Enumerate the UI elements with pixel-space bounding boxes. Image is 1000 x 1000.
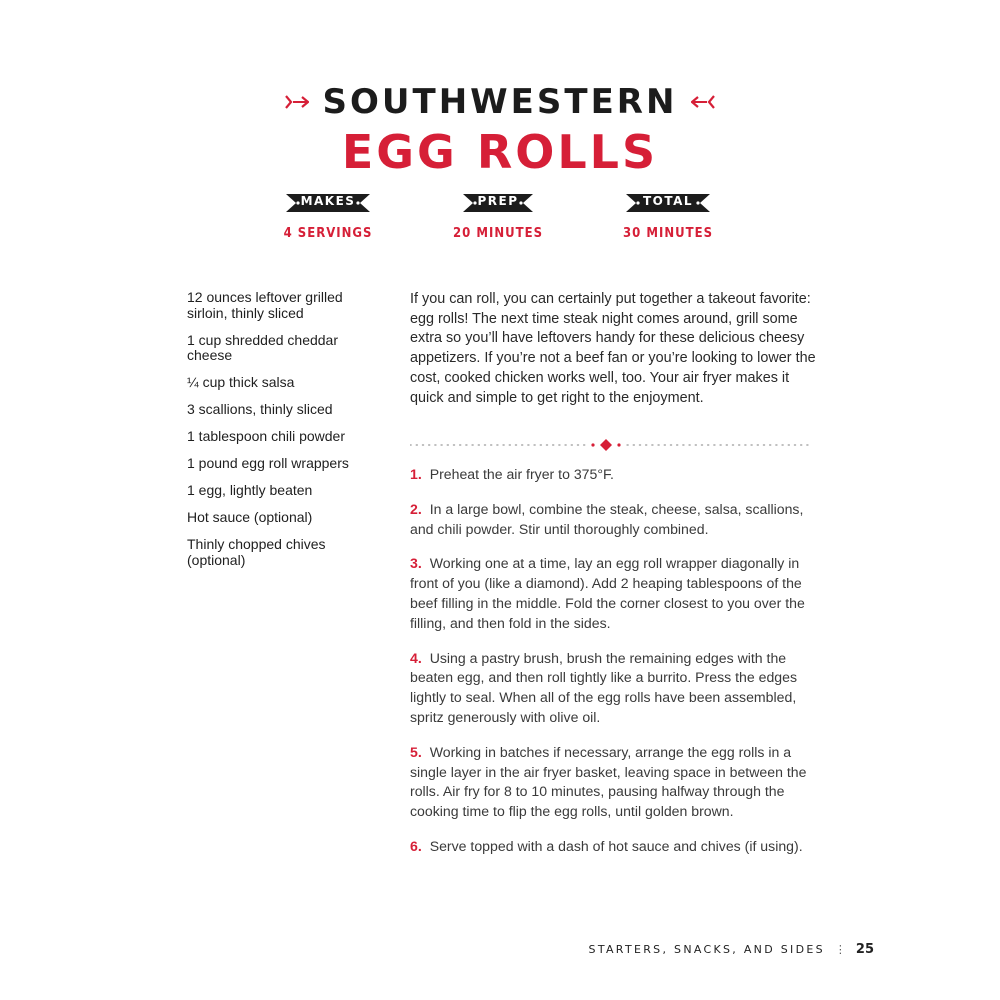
meta-label: MAKES	[300, 194, 356, 208]
title-line1: SOUTHWESTERN	[322, 82, 678, 122]
step-item	[410, 743, 820, 822]
title-line2: EGG ROLLS	[341, 125, 659, 179]
ingredient-item: 1 cup shredded cheddar cheese	[187, 331, 338, 363]
ingredient-item: ¼ cup thick salsa	[187, 374, 295, 390]
meta-total	[598, 192, 738, 241]
step-item	[410, 465, 820, 485]
left-arrow-icon	[285, 94, 309, 110]
step-text: In a large bowl, combine the steak, cheese, salsa, scallions, and chili powder. Stir until thoroughly combined.	[410, 500, 804, 537]
ingredient-item: 1 pound egg roll wrappers	[187, 455, 349, 471]
step-text: Serve topped with a dash of hot sauce and chives (if using).	[429, 837, 803, 854]
step-number: 1.	[410, 466, 422, 482]
step-item	[410, 500, 820, 540]
dotted-divider	[410, 438, 810, 452]
step-number: 3.	[410, 555, 422, 572]
ingredients-list	[187, 290, 382, 580]
step-text: Using a pastry brush, brush the remaining edges with the beaten egg, and then roll tightly like a burrito. Press the edges lightly to seal. When all of the egg rolls have been assembled, spritz generously with olive oil.	[410, 649, 798, 725]
meta-makes	[258, 192, 398, 241]
step-number: 5.	[410, 743, 422, 760]
step-item	[410, 554, 820, 633]
ingredient-item: 1 tablespoon chili powder	[187, 428, 345, 444]
ingredient-item: Thinly chopped chives (optional)	[187, 536, 326, 568]
ribbon-banner	[626, 192, 710, 214]
ribbon-banner	[286, 192, 370, 214]
step-number: 2.	[410, 500, 422, 517]
steps-list	[410, 465, 820, 872]
title-line1-row	[0, 84, 1000, 120]
page-number: 25	[855, 942, 874, 957]
ingredient-item: 1 egg, lightly beaten	[187, 482, 313, 498]
footer-separator: ⋮	[834, 943, 846, 956]
meta-label: PREP	[477, 194, 519, 208]
ingredient-item: Hot sauce (optional)	[187, 509, 313, 525]
meta-value: 20 MINUTES	[452, 226, 543, 241]
right-arrow-icon	[691, 94, 715, 110]
meta-value: 30 MINUTES	[622, 226, 713, 241]
step-text: Working one at a time, lay an egg roll wrapper diagonally in front of you (like a diamond). Add 2 heaping tablespoons of the beef filling in the middle. Fold the corner closest to you over the filling, and then fold in the sides.	[410, 555, 805, 631]
ingredient-item: 3 scallions, thinly sliced	[187, 401, 333, 417]
step-item	[410, 837, 820, 857]
meta-label: TOTAL	[642, 194, 694, 208]
meta-prep	[428, 192, 568, 241]
step-text: Working in batches if necessary, arrange the egg rolls in a single layer in the air fryer basket, leaving space in between the rolls. Air fry for 8 to 10 minutes, pausing halfway through the cooking time to flip the egg rolls, until golden brown.	[410, 743, 807, 820]
page-footer	[589, 942, 874, 957]
step-number: 4.	[410, 649, 422, 666]
meta-value: 4 SERVINGS	[283, 226, 373, 241]
step-text: Preheat the air fryer to 375°F.	[429, 466, 614, 482]
footer-section-title: STARTERS, SNACKS, AND SIDES	[588, 943, 825, 956]
intro-paragraph: If you can roll, you can certainly put together a takeout favorite: egg rolls! The next time steak night comes around, grill some extra so you’ll have leftovers handy for these delicious cheesy appetizers. If you’re not a beef fan or you’re looking to lower the cost, cooked chicken works well, too. Your air fryer makes it quick and simple to get right to the enjoyment.	[410, 291, 816, 406]
step-number: 6.	[410, 837, 422, 854]
step-item	[410, 649, 820, 728]
ingredient-item: 12 ounces leftover grilled sirloin, thinly sliced	[187, 289, 343, 321]
ribbon-banner	[463, 192, 533, 214]
diamond-icon	[600, 439, 612, 451]
